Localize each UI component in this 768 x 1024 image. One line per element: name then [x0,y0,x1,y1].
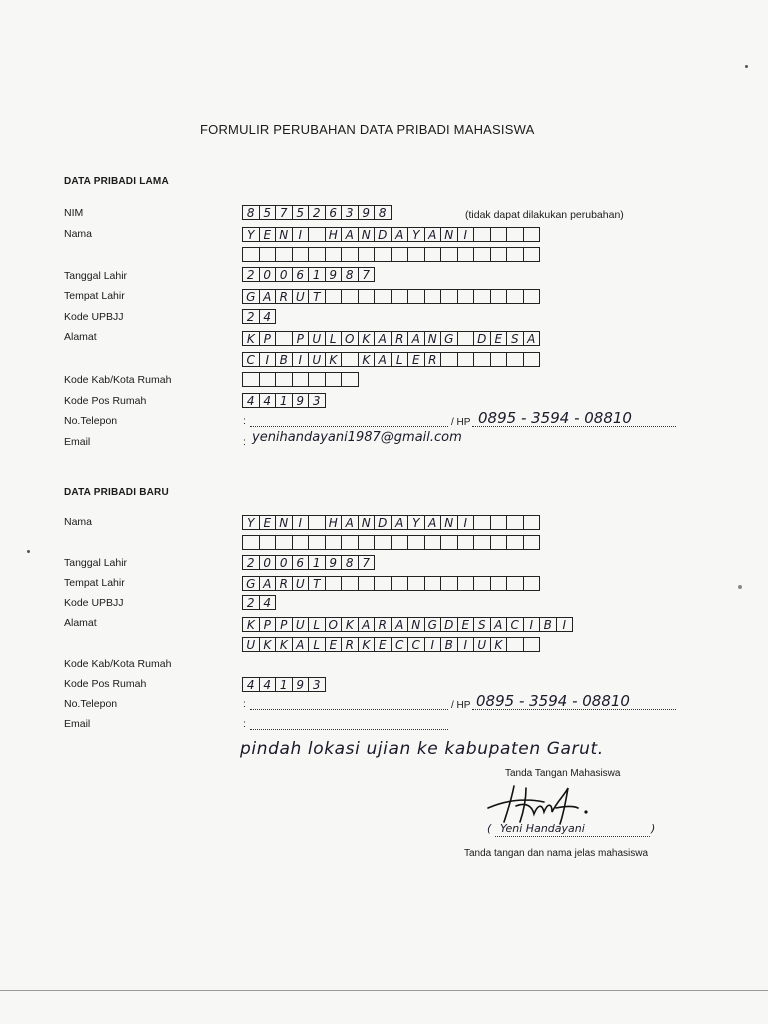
char-box [292,372,310,387]
label-nama-new: Nama [64,516,93,528]
char-box [407,247,425,262]
signature-name: Yeni Handayani [500,822,585,835]
signature-name-open: ( [487,822,492,835]
char-box [440,352,458,367]
char-box [473,227,491,242]
char-box: A [341,515,359,530]
label-telepon-new: No.Telepon [64,698,118,710]
char-box: 1 [308,267,326,282]
scan-speck [745,65,748,68]
char-box: I [292,515,310,530]
old-kab-boxes [243,372,359,387]
new-tanggal-boxes [243,555,375,570]
char-box: A [374,331,392,346]
char-box [292,247,310,262]
char-box: 3 [308,393,326,408]
char-box [374,576,392,591]
char-box [490,352,508,367]
char-box: K [275,637,293,652]
char-box: 9 [292,677,310,692]
email-dots [250,729,448,730]
char-box [358,247,376,262]
char-box: R [275,576,293,591]
email-value-old: yenihandayani1987@gmail.com [252,430,462,445]
char-box: N [424,331,442,346]
char-box [490,247,508,262]
char-box: A [391,227,409,242]
colon: : [243,436,246,448]
char-box: L [308,637,326,652]
label-nim: NIM [64,207,84,219]
char-box: 8 [341,267,359,282]
char-box [358,289,376,304]
char-box [374,247,392,262]
char-box: I [457,637,475,652]
char-box: 3 [308,677,326,692]
char-box: H [325,515,343,530]
char-box: 0 [259,267,277,282]
label-upbjj-old: Kode UPBJJ [64,311,124,323]
char-box [308,372,326,387]
char-box: P [292,331,310,346]
char-box: Y [407,515,425,530]
char-box [440,576,458,591]
char-box: 4 [259,595,277,610]
form-title: FORMULIR PERUBAHAN DATA PRIBADI MAHASISWA [200,122,535,137]
char-box: 9 [325,267,343,282]
char-box [275,331,293,346]
char-box: H [325,227,343,242]
char-box [523,289,541,304]
label-pos-new: Kode Pos Rumah [64,678,147,690]
char-box [506,289,524,304]
char-box [506,247,524,262]
char-box: T [308,289,326,304]
label-upbjj-new: Kode UPBJJ [64,597,124,609]
char-box: U [473,637,491,652]
signature-name-dots [495,836,650,837]
char-box: T [308,576,326,591]
char-box [308,535,326,550]
char-box: E [259,515,277,530]
char-box: 8 [242,205,260,220]
char-box [325,247,343,262]
char-box [473,352,491,367]
char-box [490,576,508,591]
new-data-heading: DATA PRIBADI BARU [64,487,169,498]
char-box: 1 [275,393,293,408]
char-box: 2 [242,555,260,570]
char-box: A [407,331,425,346]
char-box: A [391,515,409,530]
char-box: 1 [308,555,326,570]
label-tempat-new: Tempat Lahir [64,577,125,589]
char-box: 2 [242,267,260,282]
old-upbjj-boxes [243,309,276,324]
new-nama-boxes-2 [243,535,540,550]
char-box: 9 [325,555,343,570]
colon: : [243,718,246,730]
label-nama-old: Nama [64,228,93,240]
new-upbjj-boxes [243,595,276,610]
char-box: I [556,617,574,632]
new-alamat-boxes-1 [243,617,573,632]
char-box: I [523,617,541,632]
char-box: K [358,637,376,652]
label-tanggal-old: Tanggal Lahir [64,270,128,282]
nim-note: (tidak dapat dilakukan perubahan) [465,209,624,221]
char-box: D [374,515,392,530]
char-box: 5 [292,205,310,220]
char-box: E [490,331,508,346]
char-box [523,576,541,591]
char-box: 8 [341,555,359,570]
label-kab-old: Kode Kab/Kota Rumah [64,374,172,386]
old-nama-boxes-1 [243,227,540,242]
char-box: U [308,352,326,367]
char-box [506,576,524,591]
char-box: I [457,227,475,242]
char-box: K [259,637,277,652]
char-box [374,535,392,550]
hp-label-old: / HP [451,417,471,428]
char-box: N [407,617,425,632]
char-box: L [391,352,409,367]
new-tempat-boxes [243,576,540,591]
char-box: C [242,352,260,367]
old-tanggal-boxes [243,267,375,282]
char-box [506,227,524,242]
char-box [341,247,359,262]
char-box: K [242,331,260,346]
char-box [490,535,508,550]
handwritten-note: pindah lokasi ujian ke kabupaten Garut. [240,739,604,759]
char-box: A [490,617,508,632]
char-box [457,331,475,346]
char-box: C [391,637,409,652]
char-box [473,515,491,530]
char-box [242,372,260,387]
char-box: 8 [374,205,392,220]
char-box: 7 [358,267,376,282]
char-box: 2 [242,595,260,610]
scan-edge-line [0,990,768,991]
char-box [523,515,541,530]
char-box: 2 [242,309,260,324]
char-box: E [374,637,392,652]
char-box: A [391,617,409,632]
char-box: Y [242,515,260,530]
char-box: 9 [358,205,376,220]
char-box: 7 [358,555,376,570]
signature-name-close: ) [651,822,656,835]
char-box [457,576,475,591]
char-box: S [473,617,491,632]
old-nama-boxes-2 [243,247,540,262]
char-box: K [242,617,260,632]
char-box [308,515,326,530]
char-box [490,289,508,304]
old-alamat-boxes-2 [243,352,540,367]
new-nama-boxes-1 [243,515,540,530]
char-box: B [539,617,557,632]
char-box [358,535,376,550]
char-box: N [358,515,376,530]
label-alamat-old: Alamat [64,331,97,343]
char-box [275,247,293,262]
char-box: I [457,515,475,530]
char-box: 4 [242,393,260,408]
char-box: 5 [259,205,277,220]
char-box: I [292,227,310,242]
char-box [308,227,326,242]
char-box: U [292,289,310,304]
char-box: D [440,617,458,632]
char-box: 9 [292,393,310,408]
char-box: K [325,352,343,367]
char-box: G [242,289,260,304]
char-box: E [325,637,343,652]
char-box: C [506,617,524,632]
char-box [440,247,458,262]
char-box [457,289,475,304]
old-nim-boxes [243,205,392,220]
hp-value-new: 0895 - 3594 - 08810 [476,692,630,710]
char-box: E [457,617,475,632]
char-box [457,535,475,550]
char-box [341,289,359,304]
char-box: 4 [259,393,277,408]
char-box: A [358,617,376,632]
char-box: U [308,331,326,346]
char-box: 4 [242,677,260,692]
char-box: N [440,515,458,530]
new-alamat-boxes-2 [243,637,540,652]
char-box: 6 [292,555,310,570]
char-box: E [407,352,425,367]
char-box [308,247,326,262]
label-kab-new: Kode Kab/Kota Rumah [64,658,172,670]
char-box: A [523,331,541,346]
char-box [391,535,409,550]
char-box: E [259,227,277,242]
char-box: A [292,637,310,652]
char-box [325,289,343,304]
char-box [325,535,343,550]
char-box: 6 [292,267,310,282]
char-box: D [473,331,491,346]
char-box [325,576,343,591]
char-box: B [275,352,293,367]
hp-value-old: 0895 - 3594 - 08810 [478,409,632,427]
char-box: 1 [275,677,293,692]
colon: : [243,698,246,710]
char-box: U [292,576,310,591]
char-box [259,535,277,550]
colon: : [243,415,246,427]
char-box: D [374,227,392,242]
char-box: N [275,227,293,242]
char-box: G [424,617,442,632]
char-box [259,372,277,387]
char-box [506,352,524,367]
char-box: 4 [259,309,277,324]
char-box [523,352,541,367]
char-box [407,576,425,591]
char-box [457,352,475,367]
char-box [523,247,541,262]
old-tempat-boxes [243,289,540,304]
char-box [391,289,409,304]
char-box: S [506,331,524,346]
char-box: R [374,617,392,632]
char-box [341,535,359,550]
char-box [292,535,310,550]
signature-label: Tanda Tangan Mahasiswa [505,768,621,779]
char-box [523,535,541,550]
char-box: 2 [308,205,326,220]
char-box: 0 [259,555,277,570]
char-box [473,535,491,550]
char-box [424,535,442,550]
char-box: N [275,515,293,530]
char-box: L [308,617,326,632]
char-box [358,576,376,591]
old-alamat-boxes-1 [243,331,540,346]
char-box [440,535,458,550]
char-box: B [440,637,458,652]
scan-speck [738,585,742,589]
char-box: O [325,617,343,632]
char-box: N [440,227,458,242]
char-box: K [358,331,376,346]
char-box [523,637,541,652]
char-box [341,372,359,387]
char-box: A [424,227,442,242]
char-box: K [490,637,508,652]
char-box [341,352,359,367]
char-box [275,535,293,550]
char-box [424,247,442,262]
char-box: R [424,352,442,367]
char-box: G [440,331,458,346]
telepon-dots [250,709,448,710]
char-box [473,247,491,262]
char-box: 0 [275,267,293,282]
char-box [391,576,409,591]
char-box: P [259,331,277,346]
char-box: U [242,637,260,652]
char-box: A [424,515,442,530]
signature-caption: Tanda tangan dan nama jelas mahasiswa [464,848,649,859]
char-box: P [259,617,277,632]
char-box: 7 [275,205,293,220]
char-box [490,227,508,242]
label-telepon-old: No.Telepon [64,415,118,427]
char-box [424,576,442,591]
char-box [490,515,508,530]
char-box [506,535,524,550]
char-box: I [292,352,310,367]
char-box [407,289,425,304]
char-box: 6 [325,205,343,220]
char-box: R [275,289,293,304]
signature-image [486,782,636,826]
char-box [341,576,359,591]
char-box [242,535,260,550]
char-box [407,535,425,550]
char-box [473,289,491,304]
char-box: Y [407,227,425,242]
old-pos-boxes [243,393,326,408]
label-pos-old: Kode Pos Rumah [64,395,147,407]
new-pos-boxes [243,677,326,692]
char-box: Y [242,227,260,242]
char-box: 3 [341,205,359,220]
char-box [424,289,442,304]
char-box: L [325,331,343,346]
old-data-heading: DATA PRIBADI LAMA [64,176,169,187]
char-box: U [292,617,310,632]
char-box: K [358,352,376,367]
label-alamat-new: Alamat [64,617,97,629]
char-box: C [407,637,425,652]
char-box: P [275,617,293,632]
char-box [440,289,458,304]
char-box [391,247,409,262]
char-box: R [341,637,359,652]
label-tanggal-new: Tanggal Lahir [64,557,128,569]
label-email-new: Email [64,718,91,730]
hp-label-new: / HP [451,700,471,711]
char-box: 0 [275,555,293,570]
char-box [242,247,260,262]
char-box: G [242,576,260,591]
char-box [325,372,343,387]
char-box: A [259,576,277,591]
telepon-dots [250,426,448,427]
char-box: 4 [259,677,277,692]
scan-speck [27,550,30,553]
char-box: I [259,352,277,367]
char-box [506,637,524,652]
label-email-old: Email [64,436,91,448]
char-box [374,289,392,304]
char-box: N [358,227,376,242]
char-box [473,576,491,591]
char-box: I [424,637,442,652]
char-box: O [341,331,359,346]
char-box [523,227,541,242]
char-box [275,372,293,387]
char-box: A [259,289,277,304]
char-box [506,515,524,530]
char-box: A [341,227,359,242]
char-box [259,247,277,262]
char-box: R [391,331,409,346]
label-tempat-old: Tempat Lahir [64,290,125,302]
char-box: K [341,617,359,632]
char-box: A [374,352,392,367]
char-box [457,247,475,262]
